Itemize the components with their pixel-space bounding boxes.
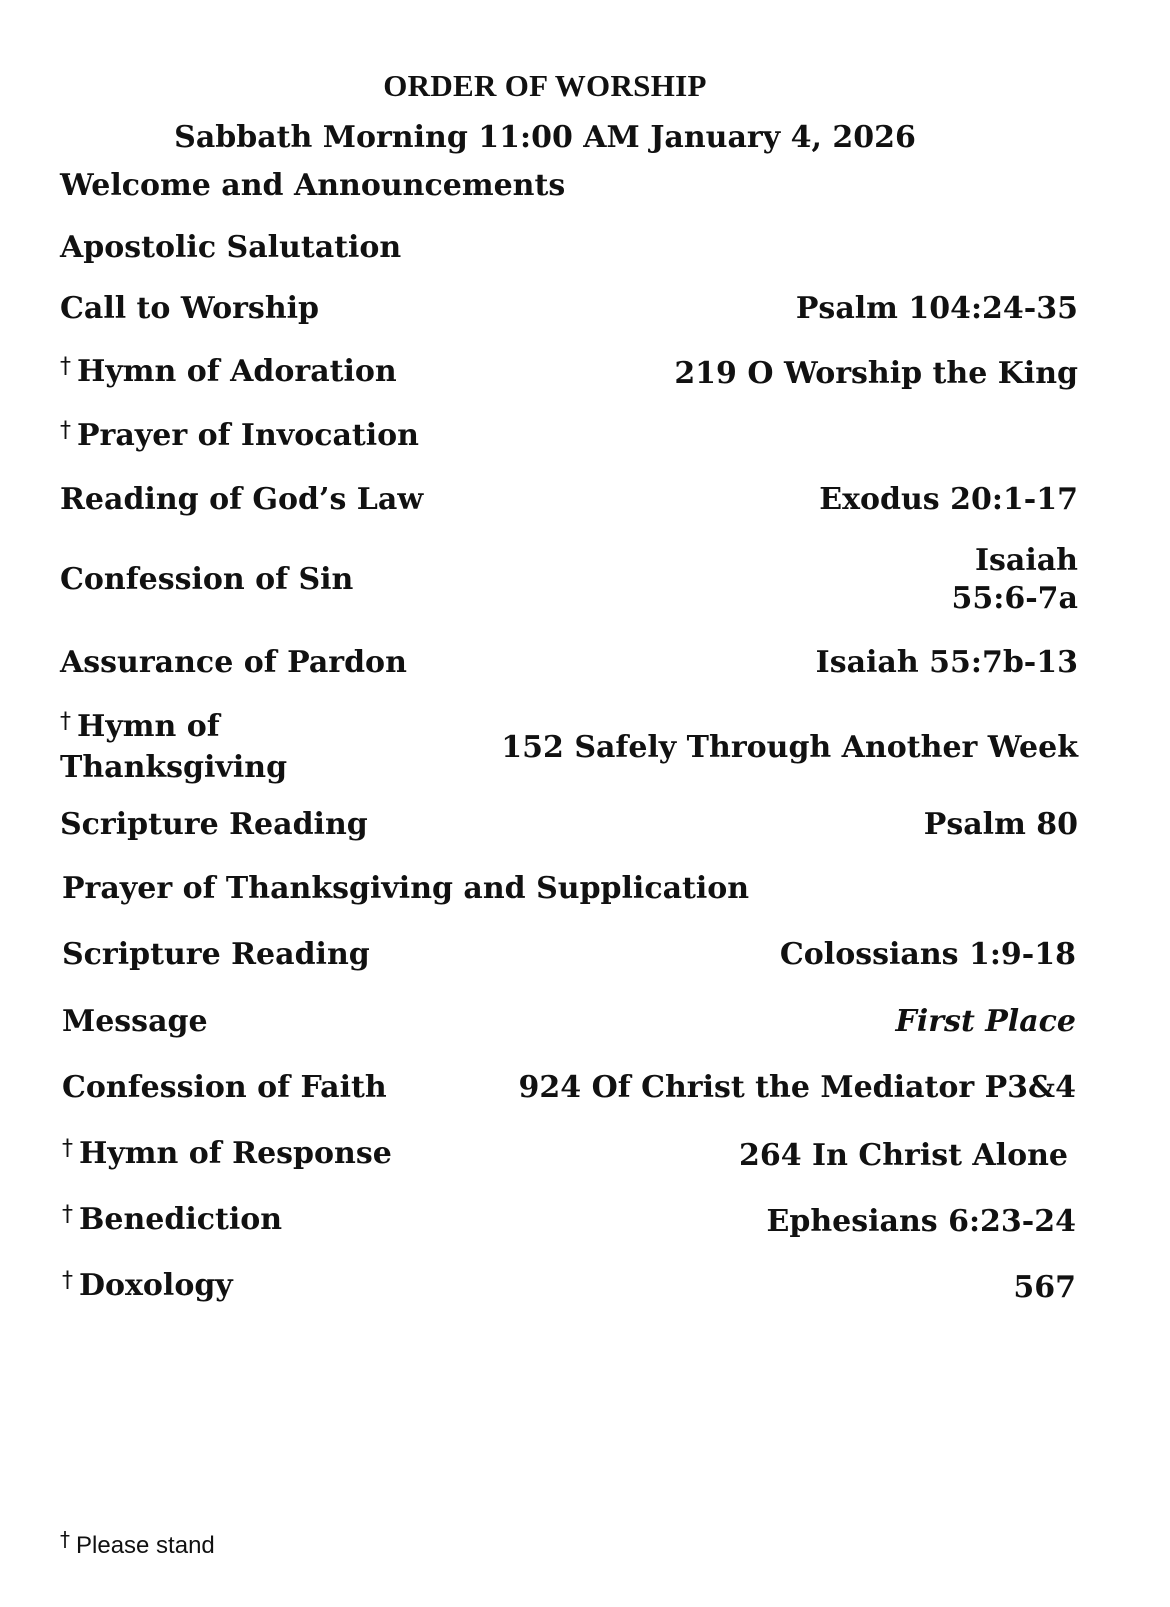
worship-item-detail: Exodus 20:1-17: [819, 482, 1078, 517]
worship-item-message: [62, 1003, 1076, 1041]
worship-item-scripture-reading-1: [60, 806, 1078, 844]
worship-item-label: Message: [62, 1004, 208, 1039]
sermon-title: First Place: [895, 1004, 1076, 1039]
worship-item-label: Scripture Reading: [60, 807, 368, 842]
stand-footnote: [60, 1527, 215, 1560]
worship-item-detail: 924 Of Christ the Mediator P3&4: [518, 1070, 1076, 1105]
worship-item-detail: 567: [1013, 1269, 1076, 1305]
page-title: ORDER OF WORSHIP: [383, 68, 707, 103]
worship-item-label: Hymn of Thanksgiving: [60, 709, 288, 785]
worship-item-label: Scripture Reading: [62, 937, 370, 972]
stand-dagger-icon: †: [62, 1268, 73, 1293]
stand-dagger-icon: †: [60, 418, 71, 443]
worship-item-detail: 264 In Christ Alone: [738, 1137, 1068, 1173]
worship-item-detail: Colossians 1:9-18: [779, 937, 1076, 972]
worship-item-salutation: [60, 229, 1078, 267]
worship-item-benediction: [62, 1201, 1076, 1242]
worship-item-confession-sin: [60, 542, 1078, 618]
worship-item-label: Hymn of Response: [79, 1136, 392, 1171]
worship-item-detail: Psalm 104:24-35: [795, 291, 1078, 326]
worship-item-welcome: [60, 167, 1078, 205]
worship-item-reading-law: [60, 481, 1078, 519]
stand-dagger-icon: †: [62, 1136, 73, 1161]
worship-item-label: Hymn of Adoration: [77, 354, 397, 389]
worship-item-label: Confession of Faith: [62, 1070, 387, 1105]
worship-item-detail: Isaiah 55:7b-13: [815, 645, 1078, 680]
worship-item-prayer-supplication: [62, 870, 1080, 908]
stand-dagger-icon: †: [60, 1527, 70, 1551]
worship-item-hymn-response: [62, 1135, 1068, 1176]
worship-item-label: Benediction: [79, 1202, 283, 1237]
footnote-text: Please stand: [76, 1532, 215, 1559]
worship-item-label: Reading of God’s Law: [60, 482, 424, 517]
stand-dagger-icon: †: [60, 709, 71, 734]
worship-item-label: Doxology: [79, 1268, 233, 1303]
worship-item-call-to-worship: [60, 290, 1078, 328]
worship-item-hymn-adoration: [60, 353, 1078, 394]
worship-item-assurance-pardon: [60, 644, 1078, 682]
worship-item-confession-faith: [62, 1069, 1076, 1107]
worship-item-detail: 219 O Worship the King: [674, 355, 1078, 391]
worship-item-label: Call to Worship: [60, 291, 319, 326]
worship-item-detail: Ephesians 6:23-24: [766, 1203, 1076, 1239]
worship-item-prayer-invocation: [60, 417, 1078, 458]
worship-item-label: Confession of Sin: [60, 562, 354, 597]
worship-item-label: Apostolic Salutation: [60, 230, 402, 265]
worship-item-label: Prayer of Invocation: [77, 418, 419, 453]
worship-item-scripture-reading-2: [62, 936, 1076, 974]
worship-item-doxology: [62, 1267, 1076, 1308]
worship-item-hymn-thanksgiving: [60, 708, 1078, 787]
worship-item-label: Assurance of Pardon: [60, 645, 407, 680]
stand-dagger-icon: †: [62, 1202, 73, 1227]
worship-item-detail: 152 Safely Through Another Week: [501, 729, 1078, 765]
service-date-time: Sabbath Morning 11:00 AM January 4, 2026: [174, 120, 916, 155]
worship-item-label: Welcome and Announcements: [60, 168, 566, 203]
worship-item-detail: Isaiah 55:6-7a: [951, 543, 1078, 616]
worship-item-detail: Psalm 80: [923, 807, 1078, 842]
worship-item-label: Prayer of Thanksgiving and Supplication: [62, 871, 750, 906]
stand-dagger-icon: †: [60, 354, 71, 379]
